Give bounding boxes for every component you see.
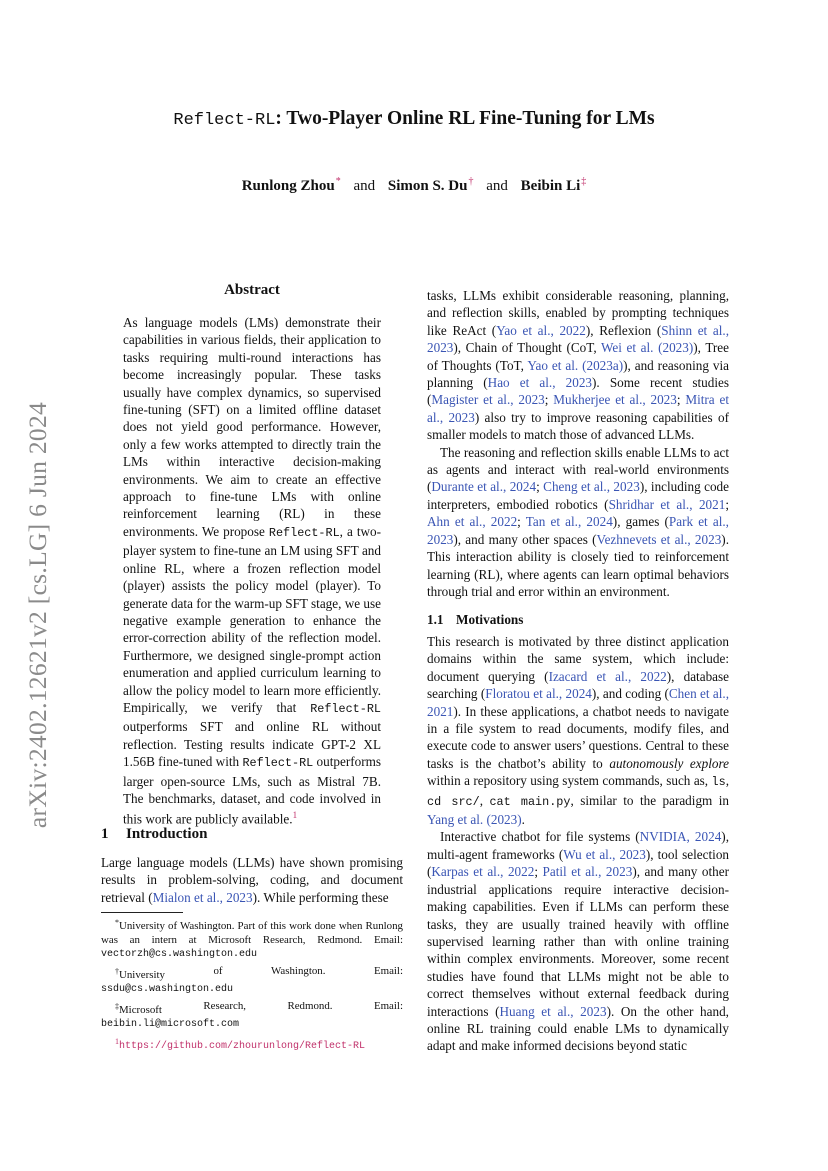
footnote-mark: † <box>115 966 119 976</box>
citation-link[interactable]: Yao et al., 2022 <box>496 322 586 338</box>
body-text: ; <box>534 864 543 880</box>
citation-link[interactable]: Yao et al. (2023a) <box>527 357 624 373</box>
body-text: ). This interaction ability is closely tied to reinforcement learning (RL), where agents can learn optimal behaviors through trial and error within an environment. <box>427 531 729 599</box>
footnote-text: of <box>213 964 223 977</box>
footnote-text: Washington. <box>271 964 326 977</box>
abstract-text: outperforms SFT and online RL without reflection. Testing results indicate GPT-2 XL 1.56B fine-tuned with <box>123 719 381 770</box>
email-address[interactable]: ssdu@cs.washington.edu <box>101 984 234 995</box>
arxiv-identifier-stamp <box>18 375 58 855</box>
citation-link[interactable]: Patil et al., 2023 <box>542 864 633 880</box>
body-text: ), Tree of Thoughts (ToT, <box>427 340 730 373</box>
body-text: ), and coding ( <box>591 686 669 702</box>
citation-link[interactable]: Mialon et al., 2023 <box>152 889 253 905</box>
body-text: ), database searching ( <box>427 668 730 702</box>
body-text: , <box>479 792 490 808</box>
citation-link[interactable]: Chen et al., 2021 <box>427 686 729 719</box>
section-number: 1 <box>101 826 109 842</box>
citation-link[interactable]: Cheng et al., 2023 <box>543 479 640 495</box>
body-text: , similar to the paradigm in <box>570 792 729 808</box>
citation-link[interactable]: Mukherjee et al., 2023 <box>553 392 677 408</box>
citation-link[interactable]: Shinn et al., 2023 <box>427 322 729 356</box>
subsection-heading-motivations <box>427 612 523 628</box>
footnote-text: Research, <box>203 999 247 1012</box>
body-text: ). In these applications, a chatbot needs to navigate in a file system to read documents, modify files, and execute code to answer users’ questions. Central to these tasks is the chatbot’s ability to <box>427 703 729 771</box>
citation-link[interactable]: Ahn et al., 2022 <box>427 514 518 530</box>
body-text: ) also try to improve reasoning capabilities of smaller models to match those of advanced LLMs. <box>427 409 729 443</box>
body-text: ), and many other industrial applications require interactive decision-making capabilities. Even if LLMs can perform these tasks, they are usually trained heavily with offline supervised learning rather than with online training within complex environments. Moreover, some recent studies have found that LLMs might not be able to correct themselves without external feedback during interactions ( <box>427 864 730 1019</box>
body-text: . <box>521 812 525 828</box>
motivations-text <box>427 633 729 1055</box>
citation-link[interactable]: Wei et al. (2023) <box>601 340 694 356</box>
author-footnote-mark[interactable]: ‡ <box>581 176 587 187</box>
system-name: Reflect-RL <box>268 525 340 540</box>
body-text: ; <box>725 496 729 512</box>
abstract-heading: Abstract <box>224 282 280 298</box>
author-name: Simon S. Du <box>387 178 468 194</box>
footnote-affiliation-2 <box>101 965 403 997</box>
author-separator: and <box>353 178 376 194</box>
paragraph <box>427 828 729 1054</box>
body-text: ; <box>544 392 554 408</box>
inline-code: cd src/ <box>427 794 480 809</box>
section-heading-introduction <box>101 826 207 843</box>
body-text: ), including code interpreters, embodied robotics ( <box>427 479 730 512</box>
paragraph <box>427 633 729 828</box>
footnote-code-link <box>101 1035 403 1054</box>
body-text: Large language models (LLMs) have shown promising results in problem-solving, coding, and document retrieval ( <box>101 855 403 905</box>
section-title: Introduction <box>126 826 208 842</box>
right-column-intro-text <box>427 287 729 600</box>
paragraph <box>427 287 729 444</box>
title-rest: : Two-Player Online RL Fine-Tuning for LMs <box>275 108 655 129</box>
arxiv-identifier-text: arXiv:2402.12621v2 [cs.LG] 6 Jun 2024 <box>23 401 52 829</box>
body-text: ; <box>536 479 544 495</box>
body-text: within a repository using system commands, such as, <box>427 773 712 789</box>
body-text: ), and many other spaces ( <box>453 531 597 547</box>
citation-link[interactable]: Floratou et al., 2024 <box>485 686 592 702</box>
citation-link[interactable]: Yang et al. (2023) <box>427 812 522 828</box>
body-text: Interactive chatbot for file systems ( <box>440 829 640 845</box>
citation-link[interactable]: Wu et al., 2023 <box>563 846 646 862</box>
citation-link[interactable]: Karpas et al., 2022 <box>431 864 535 880</box>
inline-code: ls <box>711 775 726 790</box>
footnote-text: Redmond. <box>287 999 333 1012</box>
body-text: ), games ( <box>612 514 669 530</box>
body-text: The reasoning and reflection skills enable LLMs to act as agents and interact with real-world environments ( <box>427 444 729 495</box>
author-name: Runlong Zhou <box>241 178 335 194</box>
subsection-title: Motivations <box>456 612 524 627</box>
citation-link[interactable]: Izacard et al., 2022 <box>548 668 667 684</box>
citation-link[interactable]: Durante et al., 2024 <box>431 479 537 495</box>
body-text: ), and reasoning via planning ( <box>427 357 729 391</box>
introduction-paragraph <box>101 854 403 906</box>
system-name: Reflect-RL <box>310 701 381 716</box>
author-list <box>0 176 828 195</box>
author-separator: and <box>486 178 508 194</box>
body-text: ). While performing these <box>252 889 389 905</box>
email-address[interactable]: beibin.li@microsoft.com <box>101 1019 240 1030</box>
body-text: ), Reflexion ( <box>585 322 662 338</box>
body-text: ), Chain of Thought (CoT, <box>453 340 601 356</box>
abstract-text: outperforms larger open-source LMs, such as Mistral 7B. The benchmarks, dataset, and code involved in this work are publicly available. <box>123 754 381 827</box>
author-footnote-mark[interactable]: * <box>335 176 341 187</box>
body-text: ). On the other hand, online RL training could enable LMs to dynamically adapt and make informed decisions beyond static <box>427 1003 729 1054</box>
repository-link[interactable]: https://github.com/zhourunlong/Reflect-RL <box>119 1040 366 1052</box>
citation-link[interactable]: Hao et al., 2023 <box>487 375 593 391</box>
citation-link[interactable]: NVIDIA, 2024 <box>639 829 722 845</box>
paragraph <box>427 444 729 601</box>
subsection-number: 1.1 <box>427 612 444 627</box>
footnote-text: Email: <box>373 964 403 977</box>
body-text: ; <box>676 392 686 408</box>
citation-link[interactable]: Park et al., 2023 <box>427 514 729 547</box>
body-text: ), multi-agent frameworks ( <box>427 829 729 862</box>
footnote-text: Email: <box>373 999 403 1012</box>
footnote-mark: * <box>115 918 119 927</box>
body-text: , <box>725 773 729 789</box>
footnote-mark: 1 <box>115 1036 119 1046</box>
abstract-text: As language models (LMs) demonstrate their capabilities in various fields, their application to tasks requiring multi-round interactions has become increasingly popular. These tasks usually have complex dynamics, so supervised fine-tuning (SFT) on a limited offline dataset does not yield good performance. However, only a few works attempted to directly train the LMs within interactive decision-making environments. We aim to create an effective approach to fine-tune LMs with online reinforcement learning (RL) in these environments. We propose <box>123 315 381 539</box>
body-text: ; <box>517 514 526 530</box>
footnotes <box>101 916 403 1053</box>
footnote-mark: ‡ <box>115 1001 119 1011</box>
email-address[interactable]: vectorzh@cs.washington.edu <box>101 949 258 960</box>
system-name: Reflect-RL <box>242 756 314 771</box>
citation-link[interactable]: Vezhnevets et al., 2023 <box>596 531 722 547</box>
abstract-text: , a two-player system to fine-tune an LM using SFT and online RL, where a frozen reflection model (player) assists the policy model (player). To generate data for the warm-up SFT stage, we use negative example generation to enhance the error-correction ability of the reflection model. Furthermore, we designed single-prompt action enumeration and applied curriculum learning to allow the policy model to learn more efficiently. Empirically, we verify that <box>123 523 382 715</box>
author-footnote-mark[interactable]: † <box>468 176 474 187</box>
citation-link[interactable]: Tan et al., 2024 <box>525 514 613 530</box>
inline-code: cat main.py <box>489 794 571 809</box>
citation-link[interactable]: Huang et al., 2023 <box>499 1003 607 1019</box>
footnote-affiliation-1 <box>101 916 403 962</box>
author-name: Beibin Li <box>520 178 581 194</box>
abstract-body <box>123 314 381 828</box>
paper-title <box>0 108 828 130</box>
footnote-mark[interactable]: 1 <box>292 810 298 821</box>
footnote-affiliation-3 <box>101 1000 403 1032</box>
footnote-text: Microsoft <box>119 1003 162 1016</box>
title-system-name: Reflect-RL <box>173 111 276 130</box>
citation-link[interactable]: Mitra et al., 2023 <box>427 392 729 425</box>
body-text: ). Some recent studies ( <box>427 375 729 408</box>
footnote-text: University of Washington. Part of this work done when Runlong was an intern at Microsoft Research, Redmond. Email: <box>101 920 403 946</box>
footnote-divider <box>101 912 183 913</box>
citation-link[interactable]: Magister et al., 2023 <box>431 392 545 408</box>
citation-link[interactable]: Shridhar et al., 2021 <box>608 496 726 512</box>
emphasis-text: autonomously explore <box>609 755 729 771</box>
footnote-text: University <box>119 968 165 981</box>
body-text: This research is motivated by three distinct application domains within the same system, which include: document querying ( <box>427 634 729 684</box>
body-text: tasks, LLMs exhibit considerable reasoning, planning, and reflection skills, enabled by prompting techniques like ReAct ( <box>427 288 729 338</box>
body-text: ), tool selection ( <box>427 846 730 880</box>
